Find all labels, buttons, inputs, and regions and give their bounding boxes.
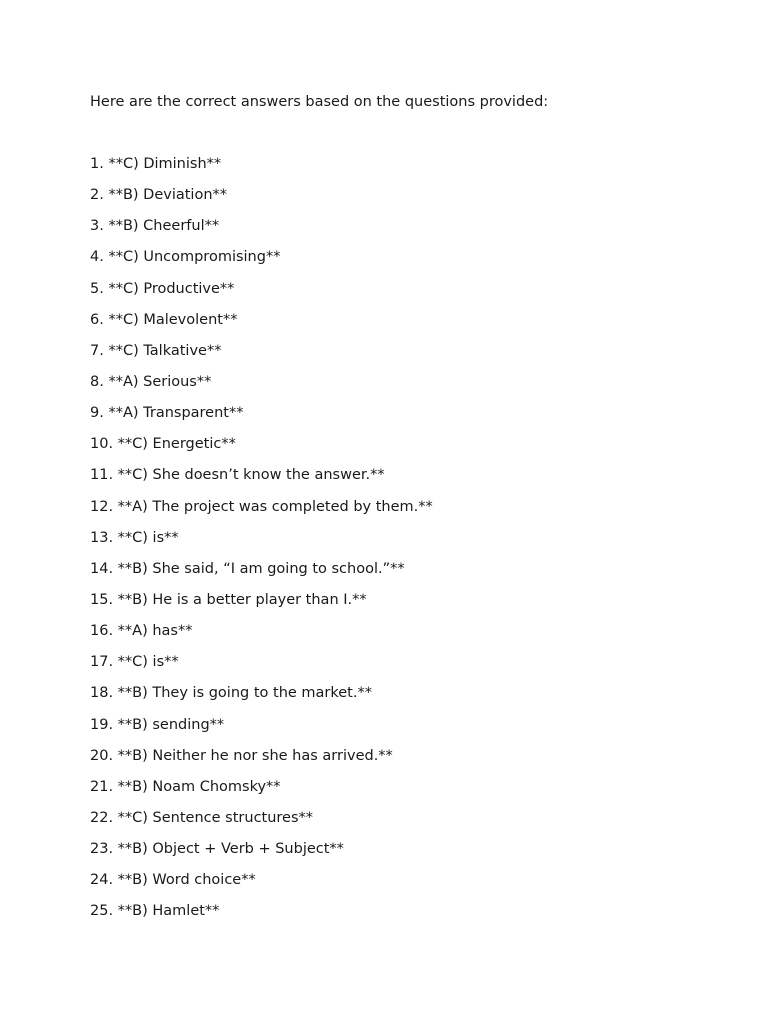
answer-item: 16. **A) has** — [90, 623, 193, 640]
answer-item: 19. **B) sending** — [90, 716, 225, 733]
answer-item: 18. **B) They is going to the market.** — [90, 685, 372, 702]
answer-item: 1. **C) Diminish** — [90, 156, 222, 172]
answer-item: 10. **C) Energetic** — [90, 436, 236, 453]
answer-item: 21. **B) Noam Chomsky** — [90, 778, 281, 795]
answer-item: 3. **B) Cheerful** — [90, 218, 220, 235]
answer-item: 6. **C) Malevolent** — [90, 311, 238, 328]
answer-item: 14. **B) She said, “I am going to school.”** — [90, 560, 405, 577]
intro-text: Here are the correct answers based on the questions provided: — [90, 94, 549, 110]
answer-item: 23. **B) Object + Verb + Subject** — [90, 841, 344, 858]
answer-item: 25. **B) Hamlet** — [90, 903, 220, 920]
answer-item: 8. **A) Serious** — [90, 373, 212, 390]
answer-item: 17. **C) is** — [90, 654, 179, 671]
answer-item: 9. **A) Transparent** — [90, 405, 244, 422]
answer-item: 13. **C) is** — [90, 529, 179, 546]
answer-item: 4. **C) Uncompromising** — [90, 249, 281, 266]
answer-item: 5. **C) Productive** — [90, 280, 235, 297]
answer-item: 7. **C) Talkative** — [90, 342, 222, 359]
answer-item: 12. **A) The project was completed by them.** — [90, 498, 433, 515]
answer-item: 24. **B) Word choice** — [90, 872, 256, 889]
answer-item: 22. **C) Sentence structures** — [90, 809, 314, 826]
answer-item: 15. **B) He is a better player than I.** — [90, 591, 367, 608]
answer-list — [90, 154, 433, 933]
answer-item: 11. **C) She doesn’t know the answer.** — [90, 467, 385, 484]
answer-item: 20. **B) Neither he nor she has arrived.** — [90, 747, 393, 764]
answer-item: 2. **B) Deviation** — [90, 187, 228, 204]
